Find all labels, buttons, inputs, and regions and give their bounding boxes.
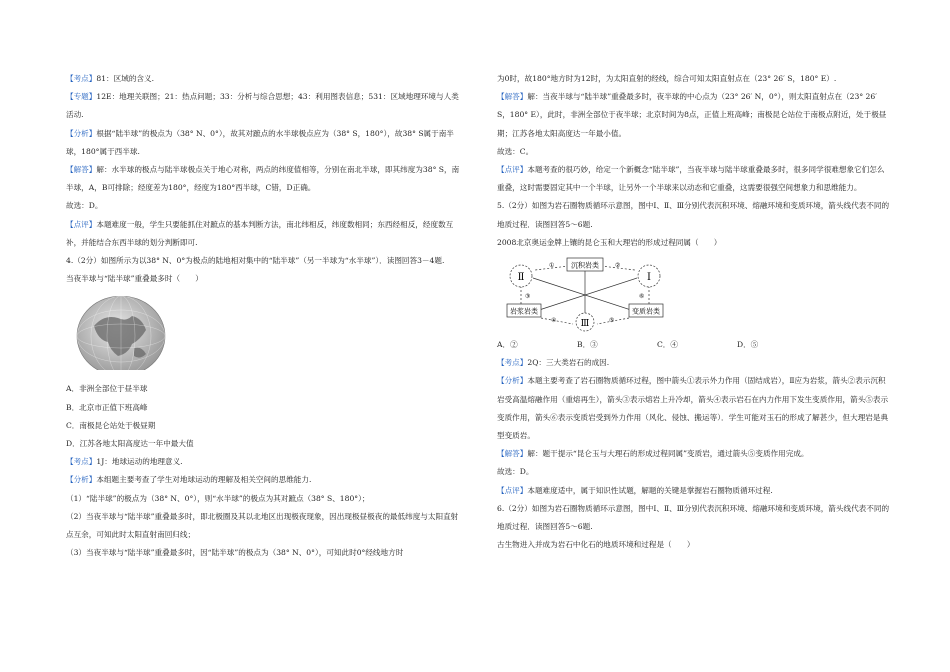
- continued-text: 为0时，故180°地方时为12时，为太阳直射的经线，综合可知太阳直射点在（23° 26′ S，180° E）.: [497, 74, 837, 83]
- circle-i: [638, 265, 660, 287]
- question-4-stem: 当夜半球与“陆半球”重叠最多时（ ）: [66, 274, 203, 284]
- analysis-line: [66, 125, 460, 161]
- analysis-point-3: （3）当夜半球与“陆半球”重叠最多时，因“陆半球”的极点为（38° N、0°），可知此时0°经线地方时: [66, 548, 404, 558]
- solution-line: [66, 161, 460, 197]
- solution-line: [497, 88, 891, 143]
- answer-line: 故选：D。: [497, 467, 534, 477]
- kaodian-line: [66, 70, 460, 88]
- svg-text:岩浆岩类: 岩浆岩类: [510, 307, 538, 316]
- paragraph-text: 本组题主要考查了学生对地球运动的理解及相关空间的思维能力.: [96, 475, 312, 485]
- box-igneous: [507, 304, 541, 317]
- arrow-label-3: ③: [525, 293, 531, 301]
- tag-label: 【专题】: [66, 92, 97, 102]
- paragraph-text: 本题考查的很巧妙，给定一个新概念“陆半球”，当夜半球与陆半球重叠最多时，很多同学很难想象它们怎么重叠，这时需要固定其中一个半球，让另外一个半球来以动态和它重叠，这需要很强空间想象力和思维能力。: [497, 165, 885, 193]
- paragraph-text: 本题难度一般，学生只要能抓住对蹠点的基本判断方法，南北纬相反，纬度数相同；东西经相反，经度数互补，并能结合东西半球的划分判断即可.: [66, 219, 454, 247]
- question-6-stem: 古生物进入并成为岩石中化石的地质环境和过程是（ ）: [497, 540, 695, 550]
- tag-label: 【点评】: [66, 219, 97, 229]
- arrow-label-4: ④: [551, 317, 557, 325]
- tag-label: 【点评】: [497, 165, 528, 175]
- tag-label: 【考点】: [66, 74, 97, 83]
- svg-text:变质岩类: 变质岩类: [632, 307, 660, 316]
- rock-cycle-diagram: [505, 256, 665, 332]
- kaodian-line: [66, 453, 460, 471]
- tag-label: 【点评】: [497, 485, 528, 495]
- option-a: A．②: [497, 340, 518, 350]
- analysis-point-2: （2）当夜半球与“陆半球”重叠最多时，即北极圈及其以北地区出现极夜现象，因出现极昼极夜的最低纬度与太阳直射点互余，可知此时太阳直射南回归线；: [66, 511, 459, 540]
- left-column: [66, 70, 460, 562]
- comment-line: [497, 161, 891, 197]
- paragraph-text: 本题难度适中，属于知识性试题，解题的关键是掌握岩石圈物质循环过程.: [527, 485, 773, 495]
- option-c: C．④: [657, 340, 678, 350]
- paragraph-text: 解：题干提示“昆仑玉与大理石的形成过程同属”变质岩，通过箭头⑤变质作用完成。: [527, 449, 809, 459]
- arrow-label-1: ①: [549, 262, 555, 270]
- analysis-line: [497, 372, 891, 445]
- question-5-options: [497, 336, 891, 354]
- question-5-title: 5.（2分）如图为岩石圈物质循环示意图，图中Ⅰ、Ⅱ、Ⅲ分别代表沉积环境、熔融环境和变质环境，箭头线代表不同的地质过程．读图回答5～6题.: [497, 201, 890, 229]
- arrow-label-2: ②: [615, 262, 621, 270]
- zhuanti-line: [66, 88, 460, 124]
- paragraph-text: 根据“陆半球”的极点为（38° N、0°），故其对蹠点的水半球极点应为（38° S，180°），故38° S属于南半球，180°属于西半球.: [66, 128, 454, 156]
- tag-label: 【考点】: [497, 358, 528, 368]
- question-6-title: 6.（2分）如图为岩石圈物质循环示意图，图中Ⅰ、Ⅱ、Ⅲ分别代表沉积环境、熔融环境和变质环境，箭头线代表不同的地质过程．读图回答5～6题.: [497, 503, 890, 532]
- tag-label: 【分析】: [66, 475, 97, 485]
- option-c: C．南极昆仑站处于极昼期: [66, 420, 156, 430]
- tag-label: 【解答】: [497, 449, 528, 459]
- comment-line: [66, 216, 460, 252]
- svg-text:沉积岩类: 沉积岩类: [571, 261, 599, 270]
- tag-label: 【分析】: [66, 128, 97, 138]
- question-4-title: 4.（2分）如图所示为以38° N、0°为极点的陆地相对集中的“陆半球”（另一半球为“水半球”）．读图回答3－4题.: [66, 256, 445, 266]
- svg-text:Ⅱ: Ⅱ: [517, 272, 525, 284]
- circle-iii: [576, 313, 594, 331]
- option-b: B．③: [577, 340, 598, 350]
- question-5-stem: 2008北京奥运金牌上镶的昆仑玉和大理岩的形成过程同属（ ）: [497, 237, 722, 247]
- tag-label: 【分析】: [497, 376, 528, 386]
- answer-line: 故选：C。: [497, 146, 534, 156]
- comment-line: [497, 482, 891, 500]
- paragraph-text: 1J：地球运动的地理意义.: [96, 457, 183, 467]
- option-d: D．江苏各地太阳高度达一年中最大值: [66, 439, 194, 449]
- paragraph-text: 解：水半球的极点与陆半球极点关于地心对称，两点的纬度值相等，分别在南北半球，即其纬度为38° S，南半球，A，B可排除；经度差为180°，经度为180°西半球，C错，D正确。: [66, 165, 460, 193]
- right-column: [497, 70, 891, 554]
- analysis-line: [66, 471, 460, 489]
- tag-label: 【解答】: [497, 92, 528, 102]
- paragraph-text: 解：当夜半球与“陆半球”重叠最多时，夜半球的中心点为（23° 26′ N，0°），则太阳直射点在（23° 26′ S，180° E），此时，非洲全部位于夜半球；北京时间为8点，正值上班高峰；南极昆仑站位于南极点附近，处于极昼期；江苏各地太阳高度达一年最小值。: [497, 92, 887, 138]
- svg-text:Ⅰ: Ⅰ: [647, 272, 651, 284]
- land-hemisphere-globe-image: [74, 296, 184, 370]
- circle-ii: [510, 265, 532, 287]
- option-d: D．⑤: [737, 340, 759, 350]
- paragraph-text: 2Q：三大类岩石的成因.: [527, 358, 610, 368]
- arrow-label-6: ⑥: [639, 293, 645, 301]
- tag-label: 【考点】: [66, 457, 97, 467]
- analysis-point-1: （1）“陆半球”的极点为（38° N、0°），则“水半球”的极点为其对蹠点（38° S、180°）；: [66, 493, 370, 503]
- paragraph-text: 12E：地理关联图；21：热点问题；33：分析与综合思想；43：利用图表信息；531：区域地理环境与人类活动.: [66, 92, 459, 120]
- kaodian-line: [497, 354, 891, 372]
- option-b: B．北京市正值下班高峰: [66, 402, 148, 412]
- box-metamorphic: [629, 304, 663, 317]
- tag-label: 【解答】: [66, 165, 97, 175]
- paragraph-text: 81：区域的含义.: [96, 74, 155, 83]
- paragraph-text: 本题主要考查了岩石圈物质循环过程，图中箭头①表示外力作用（固结成岩），Ⅱ应为岩浆，箭头②表示沉积岩受高温熔融作用（重熔再生），箭头③表示熔岩上升冷却，箭头④表示岩石在内力作用下发生变质作用，箭头⑤表示变质作用，箭头⑥表示变质岩受到外力作用（风化、侵蚀、搬运等）．学生可能对玉石的形成了解甚少，但大理岩是典型变质岩。: [497, 376, 889, 441]
- svg-text:Ⅲ: Ⅲ: [580, 319, 590, 330]
- box-sedimentary: [567, 258, 603, 271]
- answer-line: 故选：D。: [66, 201, 103, 211]
- option-a: A．非洲全部位于昼半球: [66, 384, 148, 394]
- solution-line: [497, 445, 891, 463]
- arrow-label-5: ⑤: [609, 317, 615, 325]
